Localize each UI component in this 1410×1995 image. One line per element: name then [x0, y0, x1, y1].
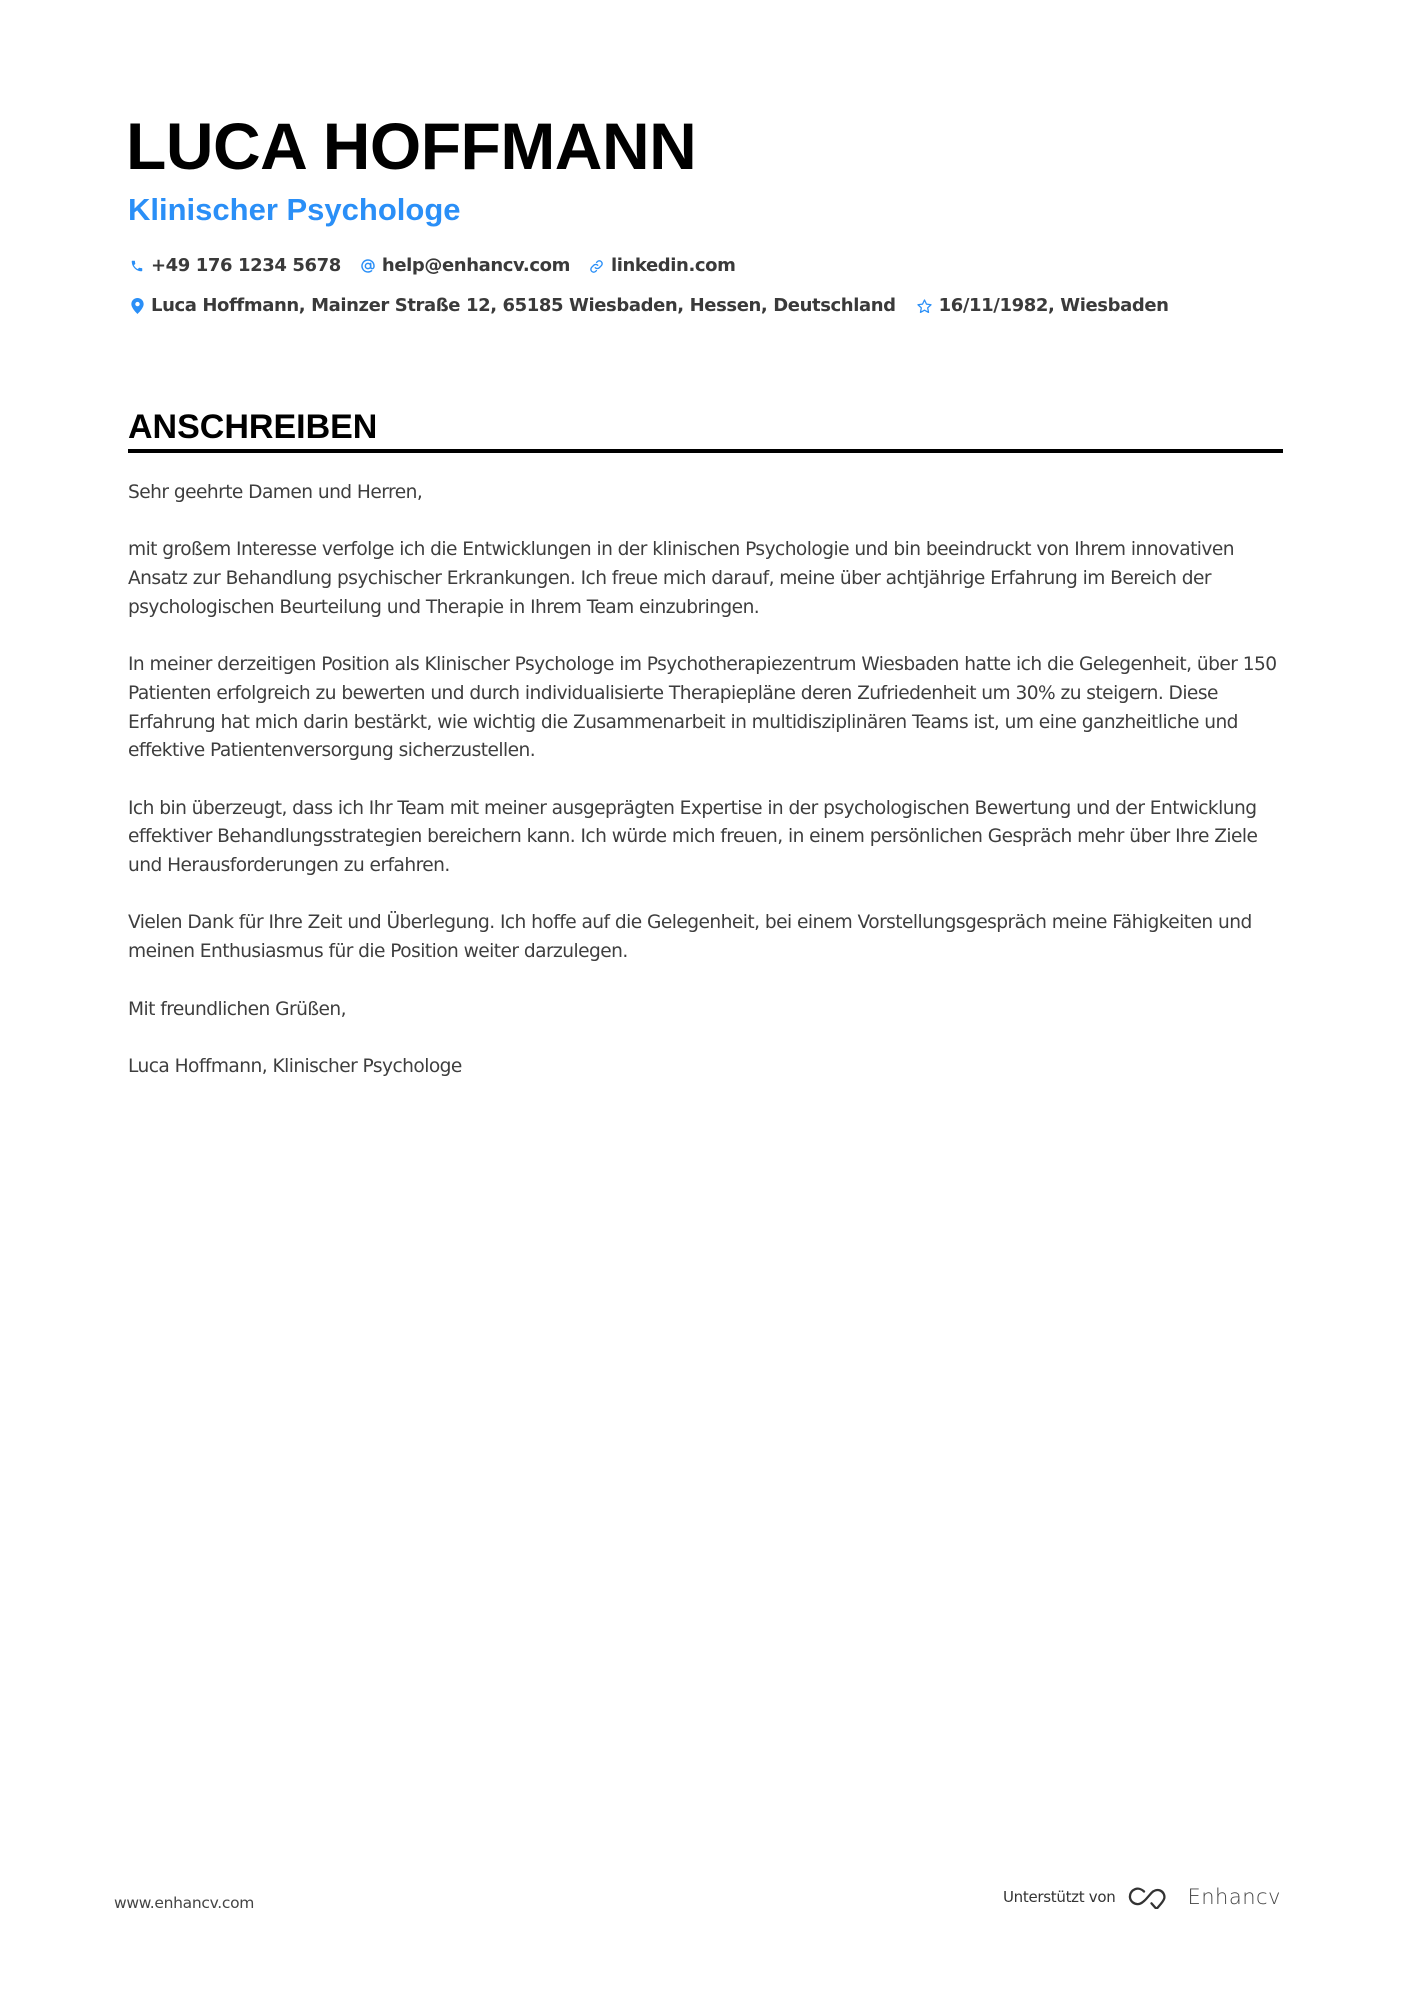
location-pin-icon	[128, 297, 146, 315]
letter-paragraph: Ich bin überzeugt, dass ich Ihr Team mit meiner ausgeprägten Expertise in der psychologischen Bewertung und der Entwicklung effektiver Behandlungsstrategien bereichern kann. Ich würde mich freuen, in einem persönlichen Gespräch mehr über Ihre Ziele und Herausforderungen zu erfahren.	[128, 797, 1258, 877]
enhancv-logo-icon	[1127, 1885, 1173, 1909]
powered-by-label: Unterstützt von	[1003, 1888, 1116, 1906]
contact-linkedin	[588, 253, 736, 279]
salutation: Sehr geehrte Damen und Herren,	[128, 482, 423, 503]
section-heading: ANSCHREIBEN	[128, 408, 378, 446]
star-icon	[916, 297, 934, 315]
enhancv-brand: Enhancv	[1187, 1885, 1281, 1909]
link-icon	[588, 257, 606, 275]
email-address[interactable]: help@enhancv.com	[381, 255, 570, 276]
linkedin-link[interactable]: linkedin.com	[610, 255, 736, 276]
signature: Luca Hoffmann, Klinischer Psychologe	[128, 1055, 462, 1077]
letter-paragraph: Vielen Dank für Ihre Zeit und Überlegung. Ich hoffe auf die Gelegenheit, bei einem Vorstellungsgespräch meine Fähigkeiten und meinen Enthusiasmus für die Position weiter darzulegen.	[128, 912, 1252, 963]
contact-birth	[916, 293, 1169, 319]
closing: Mit freundlichen Grüßen,	[128, 998, 346, 1020]
candidate-title: Klinischer Psychologe	[128, 192, 461, 227]
letter-paragraph: In meiner derzeitigen Position als Klinischer Psychologe im Psychotherapiezentrum Wiesbaden hatte ich die Gelegenheit, über 150 Patienten erfolgreich zu bewerten und durch individualisierte Therapiepläne deren Zufriedenheit um 30% zu steigern. Diese Erfahrung hat mich darin bestärkt, wie wichtig die Zusammenarbeit in multidisziplinären Teams ist, um eine ganzheitliche und effektive Patientenversorgung sicherzustellen.	[128, 654, 1277, 762]
contact-email	[359, 253, 570, 279]
phone-number[interactable]: +49 176 1234 5678	[151, 255, 341, 276]
footer-website[interactable]: www.enhancv.com	[114, 1894, 255, 1912]
address: Luca Hoffmann, Mainzer Straße 12, 65185 Wiesbaden, Hessen, Deutschland	[151, 295, 896, 316]
birth-date-place: 16/11/1982, Wiesbaden	[938, 295, 1169, 316]
contact-row-primary	[128, 253, 754, 279]
letter-body	[128, 479, 1288, 1110]
contact-row-secondary	[128, 293, 1187, 319]
candidate-name: LUCA HOFFMANN	[126, 109, 697, 183]
footer-powered-by	[1003, 1885, 1281, 1909]
contact-phone	[128, 253, 341, 279]
at-icon	[359, 257, 377, 275]
letter-paragraph: mit großem Interesse verfolge ich die Entwicklungen in der klinischen Psychologie und bin beeindruckt von Ihrem innovativen Ansatz zur Behandlung psychischer Erkrankungen. Ich freue mich darauf, meine über achtjährige Erfahrung im Bereich der psychologischen Beurteilung und Therapie in Ihrem Team einzubringen.	[128, 539, 1234, 618]
section-divider	[128, 449, 1283, 453]
contact-address	[128, 293, 896, 319]
phone-icon	[128, 257, 146, 275]
